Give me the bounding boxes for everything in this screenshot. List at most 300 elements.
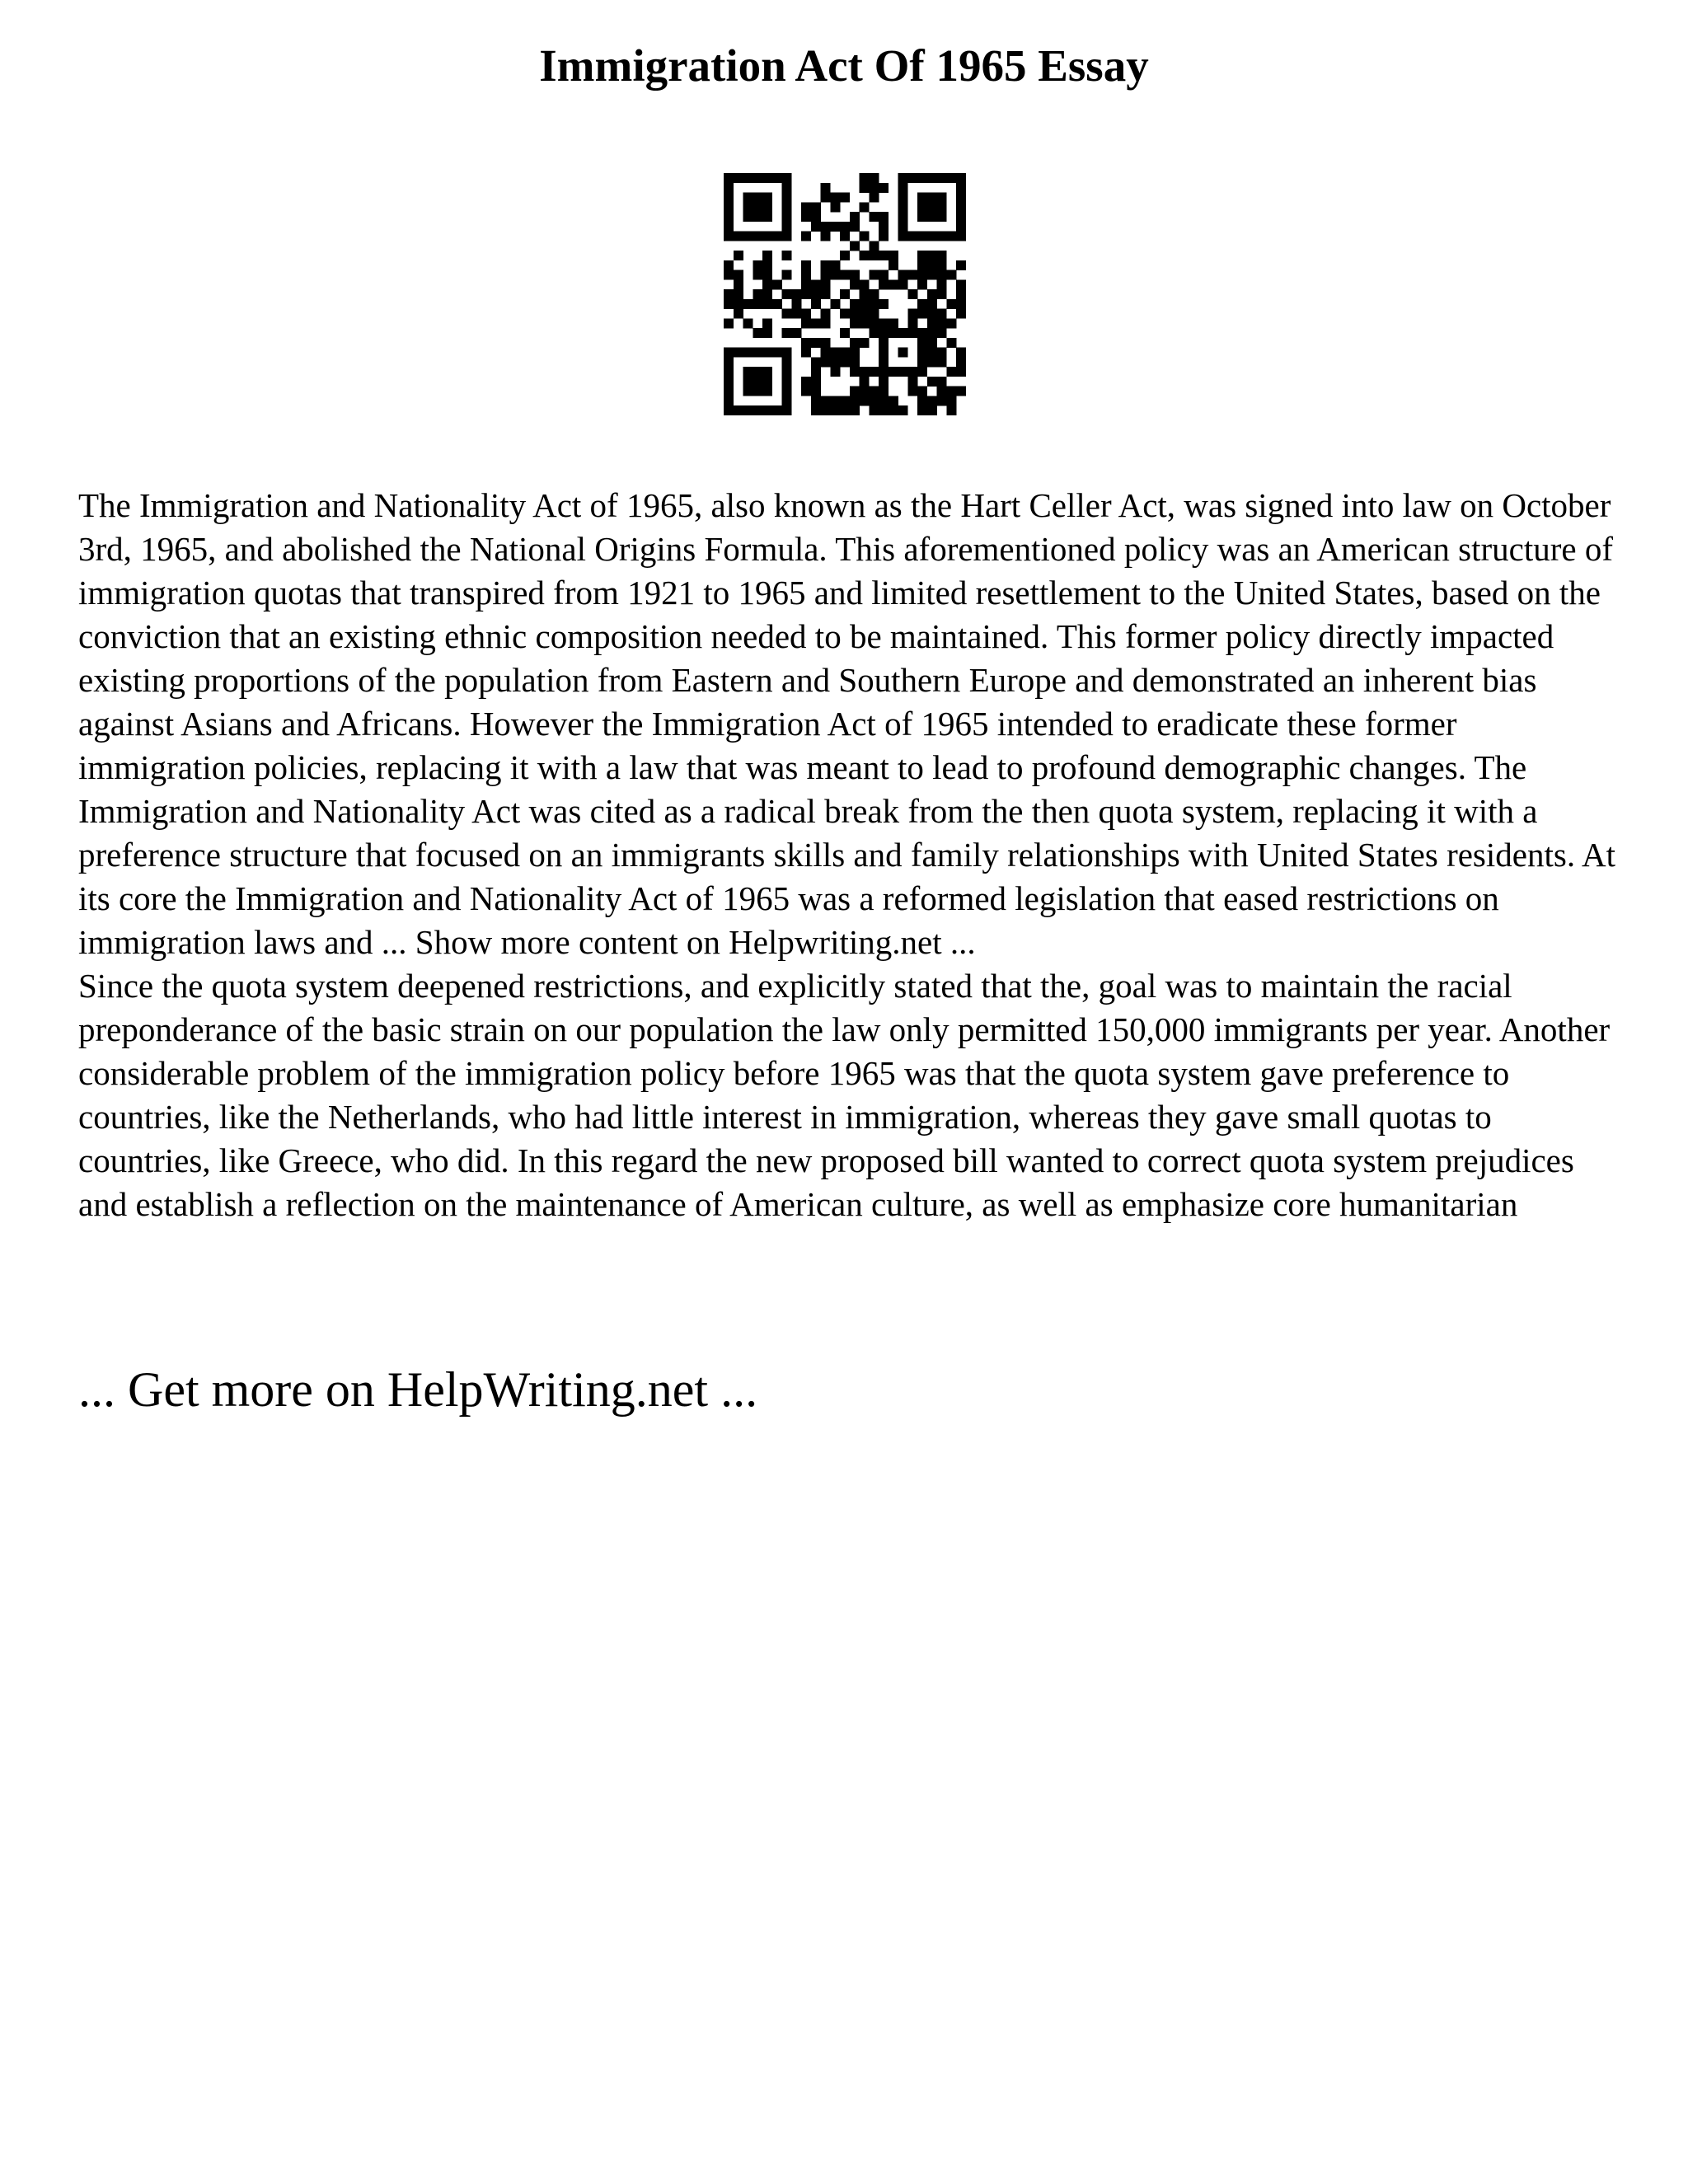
qr-module <box>898 222 908 232</box>
qr-module <box>879 348 889 358</box>
qr-module <box>762 318 772 328</box>
qr-module <box>869 193 879 203</box>
qr-module <box>898 173 908 183</box>
qr-module <box>946 173 956 183</box>
qr-module <box>724 396 734 405</box>
essay-paragraph: The Immigration and Nationality Act of 1965, also known as the Hart Celler Act, was signed into law on October 3rd, 1965, and abolished the National Origins Formula. This aforementioned policy was an American structure of immigration quotas that transpired from 1921 to 1965 and limited resettlement to the United States, based on the conviction that an existing ethnic composition needed to be maintained. This former policy directly impacted existing proportions of the population from Eastern and Southern Europe and demonstrated an inherent bias against Asians and Africans. However the Immigration Act of 1965 intended to eradicate these former immigration policies, replacing it with a law that was meant to lead to profound demographic changes. The Immigration and Nationality Act was cited as a radical break from the then quota system, replacing it with a preference structure that focused on an immigrants skills and family relationships with United States residents. At its core the Immigration and Nationality Act of 1965 was a reformed legislation that eased restrictions on immigration laws and ... Show more content on Helpwriting.net ... <box>78 486 1616 961</box>
qr-module <box>840 222 850 232</box>
qr-module <box>869 367 879 377</box>
qr-module <box>830 270 840 280</box>
qr-module <box>937 212 947 222</box>
qr-module <box>907 289 917 299</box>
qr-module <box>772 173 782 183</box>
qr-module <box>801 279 811 289</box>
qr-module <box>724 270 734 280</box>
essay-body <box>78 484 1628 1226</box>
qr-module <box>860 387 870 396</box>
qr-module <box>956 222 966 232</box>
qr-module <box>917 348 927 358</box>
qr-module <box>917 232 927 241</box>
qr-module <box>879 367 889 377</box>
qr-module <box>734 251 743 260</box>
qr-module <box>927 289 937 299</box>
qr-module <box>898 405 908 415</box>
qr-module <box>830 396 840 405</box>
qr-module <box>946 318 956 328</box>
qr-module <box>734 405 743 415</box>
qr-module <box>743 173 753 183</box>
qr-module <box>743 193 753 203</box>
qr-module <box>734 348 743 358</box>
qr-module <box>860 396 870 405</box>
qr-module <box>743 377 753 387</box>
qr-module <box>811 212 821 222</box>
qr-module <box>811 279 821 289</box>
qr-module <box>850 357 860 367</box>
qr-module <box>860 173 870 183</box>
qr-module <box>782 396 792 405</box>
qr-module <box>811 299 821 309</box>
qr-module <box>869 309 879 319</box>
qr-module <box>956 357 966 367</box>
qr-module <box>791 328 801 338</box>
qr-module <box>753 405 762 415</box>
qr-module <box>762 279 772 289</box>
qr-module <box>762 299 772 309</box>
qr-module <box>869 289 879 299</box>
qr-module <box>927 309 937 319</box>
qr-module <box>937 396 947 405</box>
qr-module <box>801 387 811 396</box>
qr-module <box>879 222 889 232</box>
qr-module <box>724 367 734 377</box>
qr-module <box>724 173 734 183</box>
qr-module <box>772 348 782 358</box>
qr-module <box>850 309 860 319</box>
qr-module <box>743 367 753 377</box>
qr-module <box>782 212 792 222</box>
qr-module <box>869 318 879 328</box>
qr-module <box>917 173 927 183</box>
qr-module <box>850 279 860 289</box>
qr-module <box>782 251 792 260</box>
qr-module <box>724 232 734 241</box>
qr-module <box>753 377 762 387</box>
qr-module <box>821 348 831 358</box>
qr-module <box>946 270 956 280</box>
qr-module <box>743 405 753 415</box>
qr-module <box>734 289 743 299</box>
qr-module <box>917 357 927 367</box>
qr-module <box>840 348 850 358</box>
qr-module <box>840 193 850 203</box>
qr-module <box>937 328 947 338</box>
qr-module <box>927 328 937 338</box>
qr-module <box>927 377 937 387</box>
qr-module <box>801 309 811 319</box>
qr-module <box>782 357 792 367</box>
qr-module <box>927 251 937 260</box>
qr-module <box>907 270 917 280</box>
qr-module <box>753 212 762 222</box>
qr-module <box>879 338 889 348</box>
qr-module <box>811 338 821 348</box>
qr-module <box>869 251 879 260</box>
qr-module <box>782 289 792 299</box>
qr-module <box>917 387 927 396</box>
qr-module <box>898 279 908 289</box>
qr-module <box>956 299 966 309</box>
qr-module <box>830 299 840 309</box>
qr-module <box>782 377 792 387</box>
qr-module <box>753 193 762 203</box>
qr-module <box>937 289 947 299</box>
qr-module <box>850 212 860 222</box>
qr-module <box>753 387 762 396</box>
qr-module <box>898 212 908 222</box>
qr-module <box>782 309 792 319</box>
qr-module <box>869 212 879 222</box>
qr-module <box>937 173 947 183</box>
qr-module <box>724 318 734 328</box>
qr-module <box>762 251 772 260</box>
qr-module <box>946 396 956 405</box>
qr-module <box>782 387 792 396</box>
qr-module <box>801 232 811 241</box>
qr-module <box>927 270 937 280</box>
qr-module <box>840 357 850 367</box>
qr-module <box>840 328 850 338</box>
qr-module <box>753 173 762 183</box>
qr-module <box>956 367 966 377</box>
qr-module <box>869 173 879 183</box>
qr-module <box>821 318 831 328</box>
qr-module <box>762 173 772 183</box>
qr-module <box>937 270 947 280</box>
qr-module <box>869 328 879 338</box>
qr-module <box>821 338 831 348</box>
qr-module <box>927 357 937 367</box>
qr-module <box>724 299 734 309</box>
qr-module <box>801 318 811 328</box>
qr-module <box>840 232 850 241</box>
qr-module <box>840 309 850 319</box>
qr-module <box>743 348 753 358</box>
qr-module <box>801 289 811 299</box>
qr-module <box>898 202 908 212</box>
qr-module <box>840 270 850 280</box>
qr-module <box>811 377 821 387</box>
qr-module <box>734 309 743 319</box>
qr-module <box>907 232 917 241</box>
qr-module <box>946 232 956 241</box>
qr-module <box>879 183 889 193</box>
qr-module <box>811 387 821 396</box>
qr-module <box>937 357 947 367</box>
qr-module <box>917 405 927 415</box>
qr-module <box>879 328 889 338</box>
qr-module <box>762 377 772 387</box>
qr-module <box>860 232 870 241</box>
qr-module <box>956 193 966 203</box>
qr-module <box>724 193 734 203</box>
qr-module <box>956 260 966 270</box>
qr-module <box>937 232 947 241</box>
qr-module <box>946 387 956 396</box>
qr-module <box>850 367 860 377</box>
qr-module <box>917 270 927 280</box>
qr-module <box>782 405 792 415</box>
qr-module <box>879 279 889 289</box>
qr-module <box>830 405 840 415</box>
qr-module <box>850 270 860 280</box>
qr-module <box>743 212 753 222</box>
qr-module <box>801 377 811 387</box>
qr-module <box>762 202 772 212</box>
qr-module <box>830 260 840 270</box>
qr-module <box>734 279 743 289</box>
qr-module <box>860 183 870 193</box>
qr-module <box>801 348 811 358</box>
qr-module <box>907 309 917 319</box>
qr-module <box>821 289 831 299</box>
qr-module <box>840 405 850 415</box>
qr-module <box>879 251 889 260</box>
qr-module <box>927 173 937 183</box>
qr-module <box>879 212 889 222</box>
qr-module <box>772 405 782 415</box>
qr-module <box>821 260 831 270</box>
qr-module <box>956 309 966 319</box>
qr-module <box>811 318 821 328</box>
qr-module <box>743 202 753 212</box>
qr-module <box>927 202 937 212</box>
qr-module <box>946 367 956 377</box>
qr-module <box>889 260 898 270</box>
qr-module <box>734 270 743 280</box>
qr-module <box>762 387 772 396</box>
qr-module <box>850 318 860 328</box>
qr-module <box>860 289 870 299</box>
qr-module <box>772 299 782 309</box>
qr-module <box>898 328 908 338</box>
qr-module <box>830 357 840 367</box>
qr-module <box>869 270 879 280</box>
qr-module <box>937 202 947 212</box>
qr-module <box>879 396 889 405</box>
qr-module <box>956 387 966 396</box>
qr-module <box>889 367 898 377</box>
qr-module <box>724 348 734 358</box>
qr-module <box>937 260 947 270</box>
qr-module <box>869 299 879 309</box>
qr-module <box>850 405 860 415</box>
qr-module <box>937 318 947 328</box>
qr-module <box>956 173 966 183</box>
qr-module <box>724 202 734 212</box>
qr-module <box>917 396 927 405</box>
qr-module <box>830 193 840 203</box>
qr-module <box>772 279 782 289</box>
qr-code-icon <box>724 173 966 415</box>
qr-module <box>821 232 831 241</box>
qr-module <box>927 396 937 405</box>
qr-module <box>860 367 870 377</box>
qr-module <box>946 338 956 348</box>
qr-module <box>879 299 889 309</box>
qr-module <box>907 367 917 377</box>
qr-module <box>753 270 762 280</box>
qr-module <box>753 232 762 241</box>
qr-module <box>821 396 831 405</box>
qr-module <box>782 270 792 280</box>
qr-module <box>860 251 870 260</box>
qr-module <box>801 260 811 270</box>
qr-module <box>889 328 898 338</box>
qr-module <box>724 260 734 270</box>
qr-module <box>907 173 917 183</box>
qr-module <box>801 338 811 348</box>
qr-module <box>840 251 850 260</box>
get-more-link[interactable]: ... Get more on HelpWriting.net ... <box>78 1362 758 1417</box>
qr-module <box>898 367 908 377</box>
qr-module <box>879 377 889 387</box>
qr-module <box>927 232 937 241</box>
qr-module <box>956 232 966 241</box>
qr-module <box>811 357 821 367</box>
qr-module <box>927 260 937 270</box>
qr-module <box>724 387 734 396</box>
qr-module <box>762 289 772 299</box>
qr-module <box>762 348 772 358</box>
qr-module <box>724 357 734 367</box>
qr-module <box>734 232 743 241</box>
qr-module <box>937 193 947 203</box>
qr-module <box>724 289 734 299</box>
qr-module <box>869 241 879 251</box>
qr-module <box>753 260 762 270</box>
qr-module <box>907 387 917 396</box>
qr-module <box>782 183 792 193</box>
qr-module <box>879 357 889 367</box>
qr-module <box>762 212 772 222</box>
qr-module <box>801 270 811 280</box>
qr-module <box>762 367 772 377</box>
qr-module <box>743 232 753 241</box>
qr-module <box>762 270 772 280</box>
qr-module <box>898 348 908 358</box>
qr-module <box>811 289 821 299</box>
qr-module <box>937 348 947 358</box>
qr-module <box>762 193 772 203</box>
qr-module <box>782 202 792 212</box>
qr-module <box>917 212 927 222</box>
qr-module <box>889 279 898 289</box>
essay-paragraph: Since the quota system deepened restrictions, and explicitly stated that the, goal was to maintain the racial preponderance of the basic strain on our population the law only permitted 150,000 immigrants per year. Another considerable problem of the immigration policy before 1965 was that the quota system gave preference to countries, like the Netherlands, who had little interest in immigration, whereas they gave small quotas to countries, like Greece, who did. In this regard the new proposed bill wanted to correct quota system prejudices and establish a reflection on the maintenance of American culture, as well as emphasize core humanitarian <box>78 967 1611 1223</box>
qr-module <box>840 396 850 405</box>
page-title: Immigration Act Of 1965 Essay <box>539 40 1149 91</box>
qr-module <box>917 193 927 203</box>
qr-module <box>821 405 831 415</box>
qr-module <box>869 183 879 193</box>
qr-module <box>724 212 734 222</box>
qr-module <box>850 396 860 405</box>
qr-module <box>907 377 917 387</box>
qr-module <box>956 212 966 222</box>
qr-module <box>753 348 762 358</box>
qr-module <box>830 348 840 358</box>
qr-module <box>753 328 762 338</box>
qr-module <box>811 405 821 415</box>
qr-module <box>879 387 889 396</box>
qr-module <box>811 202 821 212</box>
qr-module <box>850 299 860 309</box>
qr-module <box>753 289 762 299</box>
qr-module <box>782 367 792 377</box>
qr-module <box>956 348 966 358</box>
qr-module <box>879 270 889 280</box>
qr-module <box>907 328 917 338</box>
qr-module <box>811 367 821 377</box>
qr-module <box>927 318 937 328</box>
qr-module <box>734 173 743 183</box>
qr-module <box>743 387 753 396</box>
qr-module <box>860 338 870 348</box>
qr-module <box>937 387 947 396</box>
qr-module <box>782 232 792 241</box>
qr-module <box>956 289 966 299</box>
qr-module <box>821 222 831 232</box>
qr-module <box>821 309 831 319</box>
qr-module <box>782 328 792 338</box>
qr-module <box>946 405 956 415</box>
qr-module <box>753 367 762 377</box>
qr-module <box>762 328 772 338</box>
qr-module <box>937 279 947 289</box>
qr-module <box>917 202 927 212</box>
qr-module <box>830 367 840 377</box>
qr-module <box>724 183 734 193</box>
qr-module <box>791 299 801 309</box>
qr-module <box>782 173 792 183</box>
qr-module <box>860 202 870 212</box>
qr-module <box>801 202 811 212</box>
qr-module <box>937 309 947 319</box>
qr-module <box>927 193 937 203</box>
qr-module <box>937 377 947 387</box>
qr-module <box>898 232 908 241</box>
qr-module <box>753 299 762 309</box>
qr-module <box>917 309 927 319</box>
qr-module <box>946 299 956 309</box>
qr-module <box>811 396 821 405</box>
qr-module <box>801 212 811 222</box>
qr-module <box>879 318 889 328</box>
qr-module <box>724 222 734 232</box>
qr-module <box>898 193 908 203</box>
qr-module <box>762 260 772 270</box>
qr-module <box>840 289 850 299</box>
qr-module <box>860 318 870 328</box>
qr-module <box>782 222 792 232</box>
qr-module <box>927 299 937 309</box>
qr-module <box>879 405 889 415</box>
qr-module <box>889 396 898 405</box>
qr-module <box>889 251 898 260</box>
qr-module <box>927 405 937 415</box>
qr-module <box>937 251 947 260</box>
qr-module <box>782 348 792 358</box>
